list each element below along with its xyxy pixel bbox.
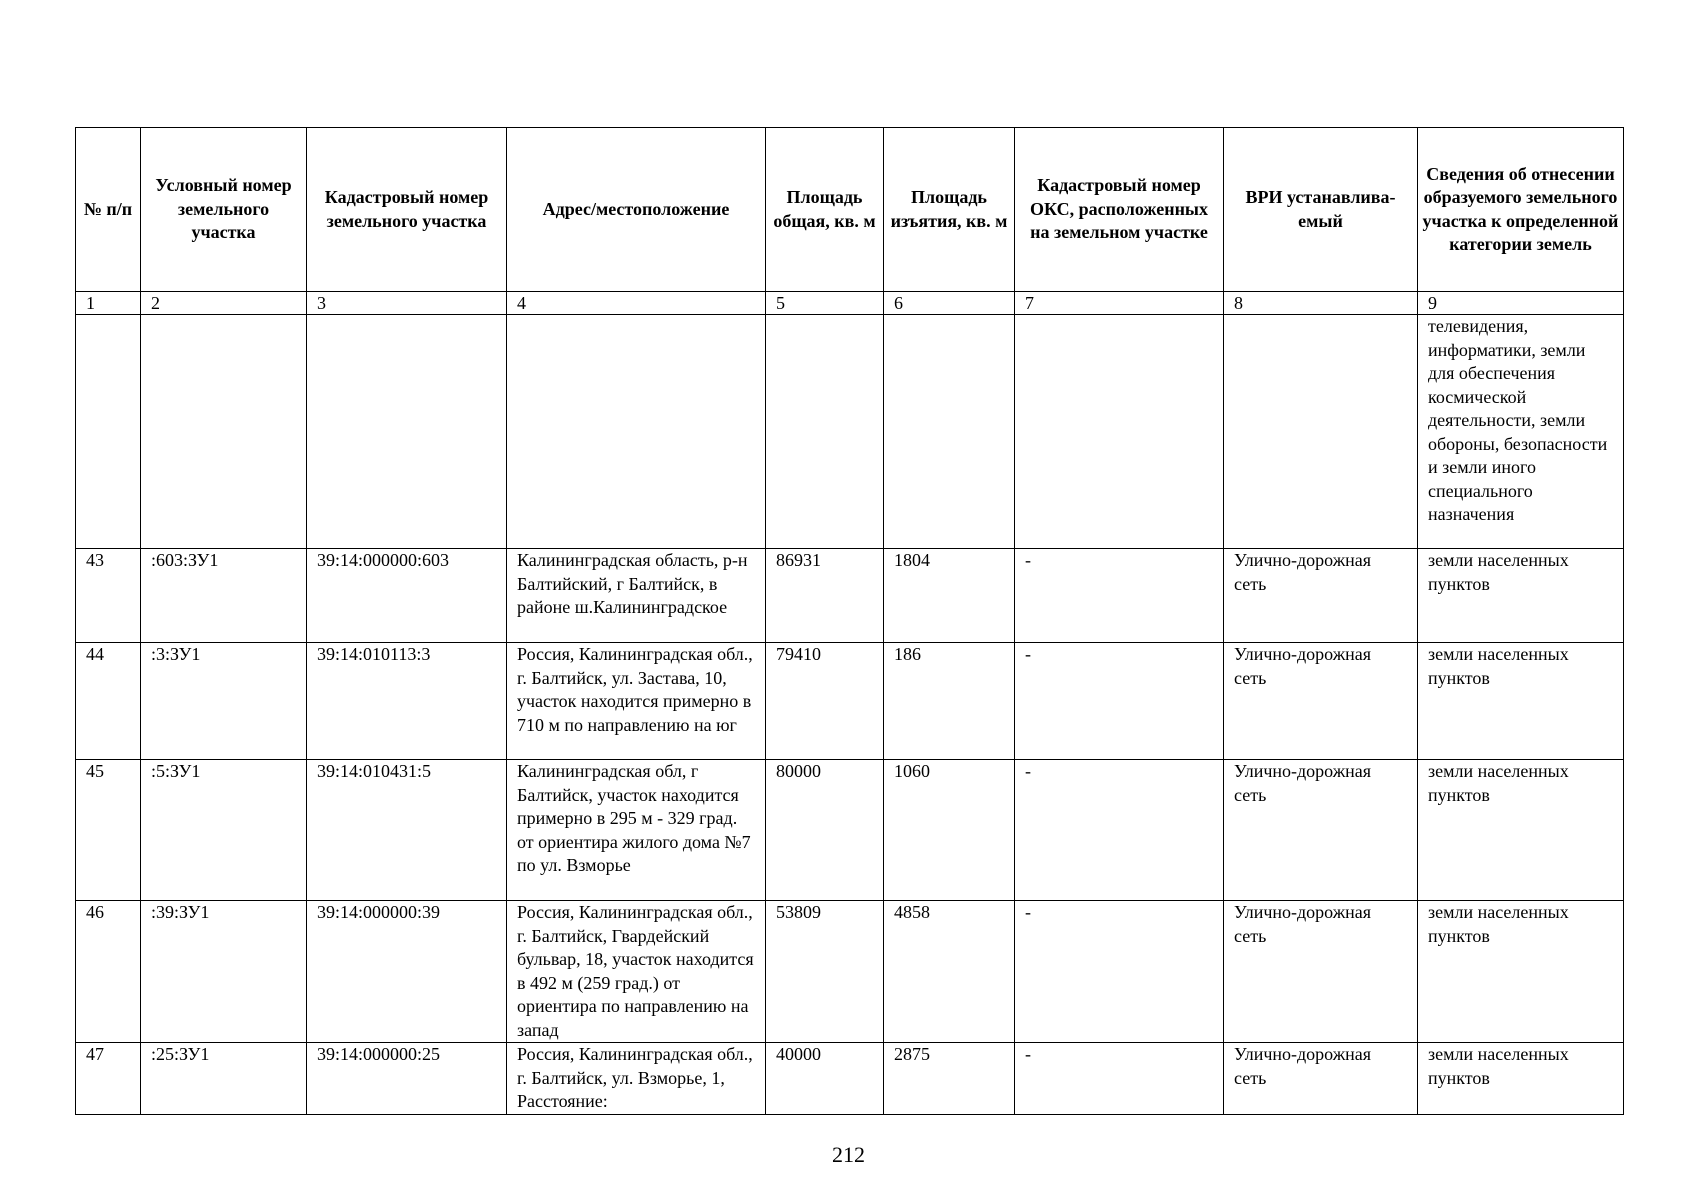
column-number: 2 xyxy=(141,292,307,315)
column-number: 1 xyxy=(76,292,141,315)
header-cell-oks: Кадастровый номер ОКС, расположенных на земельном участке xyxy=(1015,128,1224,292)
conditional-number-cell: :39:ЗУ1 xyxy=(141,901,307,1043)
category-cell: земли населенных пунктов xyxy=(1418,643,1624,760)
conditional-number-cell: :25:ЗУ1 xyxy=(141,1043,307,1115)
cadastral-number-cell: 39:14:000000:25 xyxy=(307,1043,507,1115)
header-cell-address: Адрес/местоположение xyxy=(507,128,766,292)
vri-cell: Улично-дорожная сеть xyxy=(1224,901,1418,1043)
area-take-cell: 1060 xyxy=(884,760,1015,901)
area-take-cell: 186 xyxy=(884,643,1015,760)
table-row-continuation xyxy=(76,315,1624,549)
row-number-cell: 46 xyxy=(76,901,141,1043)
cadastral-number-cell: 39:14:010431:5 xyxy=(307,760,507,901)
table-header-row xyxy=(76,128,1624,292)
area-total-cell: 86931 xyxy=(766,549,884,643)
table-cell xyxy=(76,315,141,549)
oks-cell: - xyxy=(1015,1043,1224,1115)
address-cell: Калининградская обл, г Балтийск, участок находится примерно в 295 м - 329 град. от ориентира жилого дома №7 по ул. Взморье xyxy=(507,760,766,901)
header-cell-vri: ВРИ устанавлива-емый xyxy=(1224,128,1418,292)
table-cell xyxy=(1015,315,1224,549)
area-take-cell: 4858 xyxy=(884,901,1015,1043)
conditional-number-cell: :603:ЗУ1 xyxy=(141,549,307,643)
column-number: 6 xyxy=(884,292,1015,315)
category-cell: земли населенных пунктов xyxy=(1418,549,1624,643)
column-number: 3 xyxy=(307,292,507,315)
conditional-number-cell: :5:ЗУ1 xyxy=(141,760,307,901)
table-row xyxy=(76,549,1624,643)
table-cell xyxy=(1224,315,1418,549)
column-number: 4 xyxy=(507,292,766,315)
table-cell xyxy=(507,315,766,549)
category-cell: земли населенных пунктов xyxy=(1418,1043,1624,1115)
header-cell-area-take: Площадь изъятия, кв. м xyxy=(884,128,1015,292)
oks-cell: - xyxy=(1015,901,1224,1043)
table-cell xyxy=(141,315,307,549)
oks-cell: - xyxy=(1015,549,1224,643)
column-number: 8 xyxy=(1224,292,1418,315)
page-number: 212 xyxy=(832,1142,865,1167)
vri-cell: Улично-дорожная сеть xyxy=(1224,1043,1418,1115)
row-number-cell: 44 xyxy=(76,643,141,760)
category-cell: телевидения, информатики, земли для обеспечения космической деятельности, земли обороны, безопасности и земли иного специального назначения xyxy=(1418,315,1624,549)
area-take-cell: 1804 xyxy=(884,549,1015,643)
address-cell: Калининградская область, р-н Балтийский, г Балтийск, в районе ш.Калининградское xyxy=(507,549,766,643)
vri-cell: Улично-дорожная сеть xyxy=(1224,549,1418,643)
address-cell: Россия, Калининградская обл., г. Балтийск, ул. Застава, 10, участок находится примерно в 710 м по направлению на юг xyxy=(507,643,766,760)
header-cell-category: Сведения об отнесении образуемого земельного участка к определенной категории земель xyxy=(1418,128,1624,292)
table-cell xyxy=(307,315,507,549)
oks-cell: - xyxy=(1015,760,1224,901)
column-number-row xyxy=(76,292,1624,315)
table-row xyxy=(76,1043,1624,1115)
header-cell-number: № п/п xyxy=(76,128,141,292)
area-total-cell: 40000 xyxy=(766,1043,884,1115)
vri-cell: Улично-дорожная сеть xyxy=(1224,760,1418,901)
column-number: 5 xyxy=(766,292,884,315)
row-number-cell: 43 xyxy=(76,549,141,643)
area-take-cell: 2875 xyxy=(884,1043,1015,1115)
table-row xyxy=(76,760,1624,901)
vri-cell: Улично-дорожная сеть xyxy=(1224,643,1418,760)
area-total-cell: 53809 xyxy=(766,901,884,1043)
table-cell xyxy=(884,315,1015,549)
column-number: 7 xyxy=(1015,292,1224,315)
table-cell xyxy=(766,315,884,549)
table-row xyxy=(76,901,1624,1043)
row-number-cell: 45 xyxy=(76,760,141,901)
area-total-cell: 79410 xyxy=(766,643,884,760)
address-cell: Россия, Калининградская обл., г. Балтийск, ул. Взморье, 1, Расстояние: xyxy=(507,1043,766,1115)
cadastral-number-cell: 39:14:000000:39 xyxy=(307,901,507,1043)
address-cell: Россия, Калининградская обл., г. Балтийск, Гвардейский бульвар, 18, участок находится в 492 м (259 град.) от ориентира по направлению на запад xyxy=(507,901,766,1043)
header-cell-cadastral-number: Кадастровый номер земельного участка xyxy=(307,128,507,292)
cadastral-number-cell: 39:14:000000:603 xyxy=(307,549,507,643)
table-row xyxy=(76,643,1624,760)
oks-cell: - xyxy=(1015,643,1224,760)
row-number-cell: 47 xyxy=(76,1043,141,1115)
category-cell: земли населенных пунктов xyxy=(1418,901,1624,1043)
cadastral-number-cell: 39:14:010113:3 xyxy=(307,643,507,760)
land-plots-table xyxy=(75,127,1624,1115)
header-cell-area-total: Площадь общая, кв. м xyxy=(766,128,884,292)
header-cell-conditional-number: Условный номер земельного участка xyxy=(141,128,307,292)
conditional-number-cell: :3:ЗУ1 xyxy=(141,643,307,760)
area-total-cell: 80000 xyxy=(766,760,884,901)
category-cell: земли населенных пунктов xyxy=(1418,760,1624,901)
column-number: 9 xyxy=(1418,292,1624,315)
